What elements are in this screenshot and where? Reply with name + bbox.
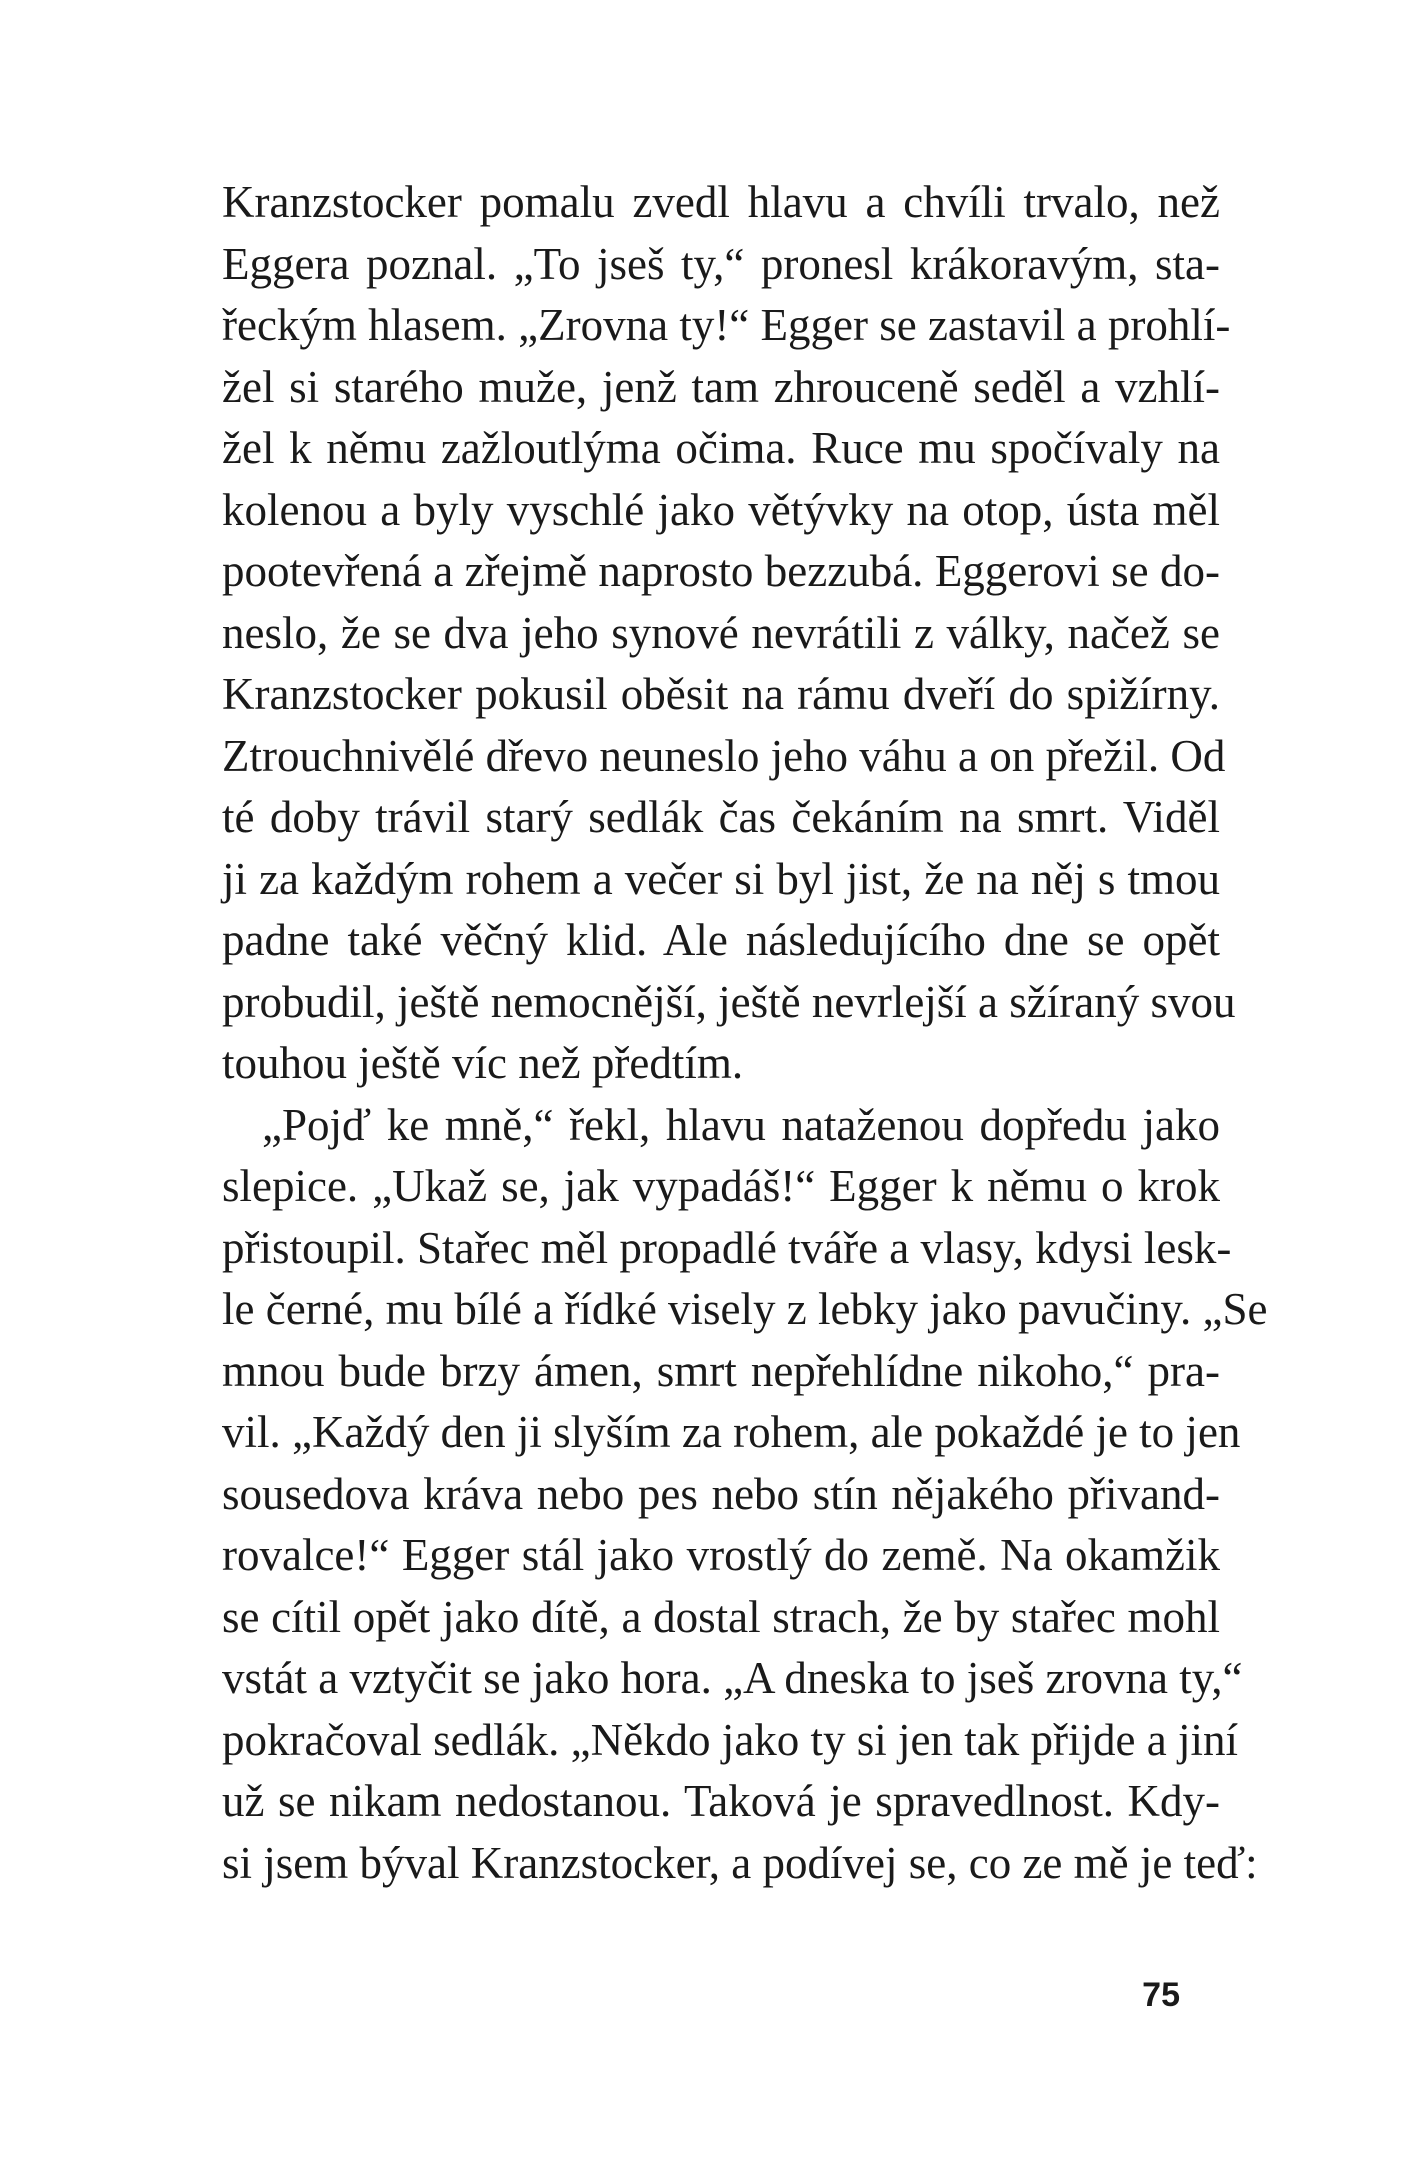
- paragraph-1: [222, 172, 1236, 1095]
- text-line: pootevřená a zřejmě naprosto bezzubá. Eggerovi se do-: [222, 546, 1220, 596]
- text-line: si jsem býval Kranzstocker, a podívej se, co ze mě je teď:: [222, 1837, 1258, 1888]
- body-text: [222, 172, 1268, 1894]
- text-line: už se nikam nedostanou. Taková je spravedlnost. Kdy-: [222, 1776, 1220, 1826]
- text-line: Eggera poznal. „To jseš ty,“ pronesl krákoravým, sta-: [222, 238, 1220, 289]
- text-line: probudil, ještě nemocnější, ještě nevrlejší a sžíraný svou: [222, 976, 1236, 1027]
- text-line: mnou bude brzy ámen, smrt nepřehlídne nikoho,“ pra-: [222, 1345, 1220, 1396]
- text-line: žel si starého muže, jenž tam zhrouceně seděl a vzhlí-: [222, 361, 1220, 412]
- text-line: Kranzstocker pomalu zvedl hlavu a chvíli trvalo, než: [222, 177, 1220, 227]
- text-line: padne také věčný klid. Ale následujícího dne se opět: [222, 915, 1220, 965]
- text-line: sousedova kráva nebo pes nebo stín nějakého přivand-: [222, 1468, 1220, 1519]
- text-line: slepice. „Ukaž se, jak vypadáš!“ Egger k němu o krok: [222, 1161, 1220, 1211]
- text-line: Ztrouchnivělé dřevo neuneslo jeho váhu a on přežil. Od: [222, 730, 1226, 781]
- text-line: té doby trávil starý sedlák čas čekáním na smrt. Viděl: [222, 792, 1220, 842]
- text-line: řeckým hlasem. „Zrovna ty!“ Egger se zastavil a prohlí-: [222, 300, 1231, 350]
- page-number: 75: [1142, 1976, 1180, 2014]
- text-line: rovalce!“ Egger stál jako vrostlý do země. Na okamžik: [222, 1530, 1220, 1580]
- text-line: se cítil opět jako dítě, a dostal strach, že by stařec mohl: [222, 1591, 1220, 1642]
- text-line: pokračoval sedlák. „Někdo jako ty si jen tak přijde a jiní: [222, 1714, 1238, 1765]
- text-line: žel k němu zažloutlýma očima. Ruce mu spočívaly na: [222, 423, 1220, 473]
- paragraph-2: [222, 1095, 1268, 1895]
- text-line: neslo, že se dva jeho synové nevrátili z války, načež se: [222, 607, 1220, 658]
- text-line: „Pojď ke mně,“ řekl, hlavu nataženou dopředu jako: [262, 1099, 1220, 1150]
- text-line: touhou ještě víc než předtím.: [222, 1038, 744, 1088]
- text-line: vil. „Každý den ji slyším za rohem, ale pokaždé je to jen: [222, 1407, 1241, 1457]
- text-line: le černé, mu bílé a řídké visely z lebky jako pavučiny. „Se: [222, 1284, 1268, 1334]
- text-line: vstát a vztyčit se jako hora. „A dneska to jseš zrovna ty,“: [222, 1653, 1243, 1703]
- text-line: Kranzstocker pokusil oběsit na rámu dveří do spižírny.: [222, 669, 1220, 719]
- text-line: kolenou a byly vyschlé jako větývky na otop, ústa měl: [222, 484, 1220, 535]
- text-line: přistoupil. Stařec měl propadlé tváře a vlasy, kdysi lesk-: [222, 1222, 1232, 1273]
- text-line: ji za každým rohem a večer si byl jist, že na něj s tmou: [222, 853, 1220, 904]
